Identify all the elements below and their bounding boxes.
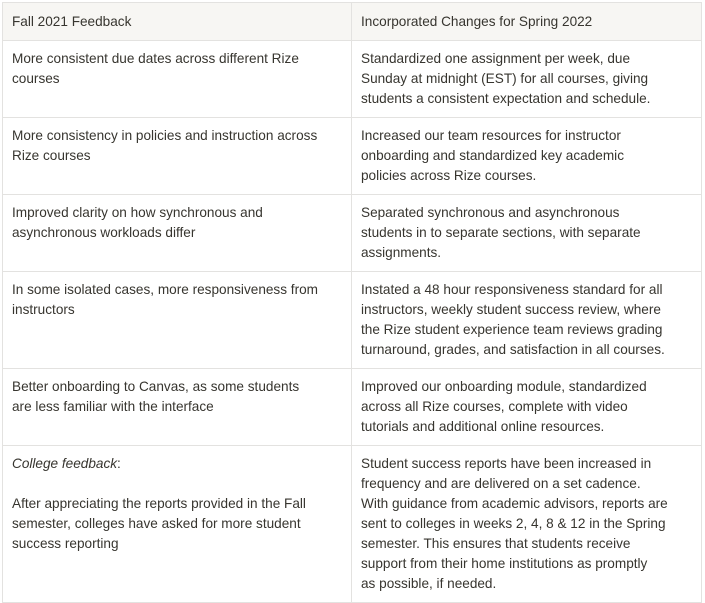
change-cell: [352, 446, 702, 603]
feedback-cell: [3, 369, 352, 446]
change-line: frequency and are delivered on a set cadence.: [361, 476, 641, 491]
feedback-line: More consistent due dates across different Rize: [12, 51, 299, 66]
change-line: Instated a 48 hour responsiveness standard for all: [361, 282, 663, 297]
change-line: as possible, if needed.: [361, 576, 497, 591]
feedback-line: After appreciating the reports provided in the Fall: [12, 496, 306, 511]
change-cell: [352, 118, 702, 195]
table-row: [3, 195, 702, 272]
change-cell: [352, 195, 702, 272]
change-line: sent to colleges in weeks 2, 4, 8 & 12 in the Spring: [361, 516, 666, 531]
change-line: assignments.: [361, 245, 442, 260]
feedback-line: instructors: [12, 302, 75, 317]
change-cell: [352, 369, 702, 446]
feedback-line: Better onboarding to Canvas, as some students: [12, 379, 300, 394]
change-cell: [352, 272, 702, 369]
paragraph-spacer: [12, 474, 342, 494]
feedback-cell: [3, 41, 352, 118]
change-line: semester. This ensures that students receive: [361, 536, 631, 551]
header-fall-2021-feedback: Fall 2021 Feedback: [3, 3, 352, 41]
feedback-line: success reporting: [12, 536, 119, 551]
feedback-line: Rize courses: [12, 148, 91, 163]
feedback-cell: [3, 118, 352, 195]
college-feedback-label: College feedback: [12, 456, 118, 471]
table-row: [3, 446, 702, 603]
change-line: students a consistent expectation and schedule.: [361, 91, 651, 106]
change-line: Separated synchronous and asynchronous: [361, 205, 620, 220]
table-row: [3, 369, 702, 446]
change-line: Sunday at midnight (EST) for all courses, giving: [361, 71, 649, 86]
feedback-line: More consistency in policies and instruction across: [12, 128, 318, 143]
change-line: Standardized one assignment per week, due: [361, 51, 631, 66]
table-row: [3, 41, 702, 118]
feedback-line: semester, colleges have asked for more student: [12, 516, 301, 531]
change-line: instructors, weekly student success review, where: [361, 302, 661, 317]
feedback-line: are less familiar with the interface: [12, 399, 214, 414]
change-line: onboarding and standardized key academic: [361, 148, 624, 163]
feedback-cell: [3, 446, 352, 603]
table-body: [3, 41, 702, 603]
change-line: Increased our team resources for instructor: [361, 128, 621, 143]
feedback-line: asynchronous workloads differ: [12, 225, 196, 240]
change-line: Student success reports have been increased in: [361, 456, 652, 471]
feedback-cell: [3, 195, 352, 272]
change-line: policies across Rize courses.: [361, 168, 537, 183]
change-cell: [352, 41, 702, 118]
table-row: [3, 272, 702, 369]
feedback-table-container: [2, 2, 701, 603]
feedback-cell: [3, 272, 352, 369]
feedback-changes-table: [2, 2, 702, 603]
change-line: students in to separate sections, with separate: [361, 225, 641, 240]
feedback-line: Improved clarity on how synchronous and: [12, 205, 263, 220]
feedback-line: courses: [12, 71, 60, 86]
header-incorporated-changes: Incorporated Changes for Spring 2022: [352, 3, 702, 41]
header-row: [3, 3, 702, 41]
change-line: With guidance from academic advisors, reports are: [361, 496, 668, 511]
college-feedback-heading: [12, 454, 342, 474]
table-row: [3, 118, 702, 195]
table-header: [3, 3, 702, 41]
change-line: Improved our onboarding module, standardized: [361, 379, 647, 394]
change-line: turnaround, grades, and satisfaction in all courses.: [361, 342, 665, 357]
change-line: across all Rize courses, complete with video: [361, 399, 628, 414]
college-feedback-colon: :: [117, 456, 121, 471]
feedback-line: In some isolated cases, more responsiveness from: [12, 282, 318, 297]
change-line: support from their home institutions as promptly: [361, 556, 648, 571]
change-line: the Rize student experience team reviews grading: [361, 322, 663, 337]
change-line: tutorials and additional online resources.: [361, 419, 605, 434]
